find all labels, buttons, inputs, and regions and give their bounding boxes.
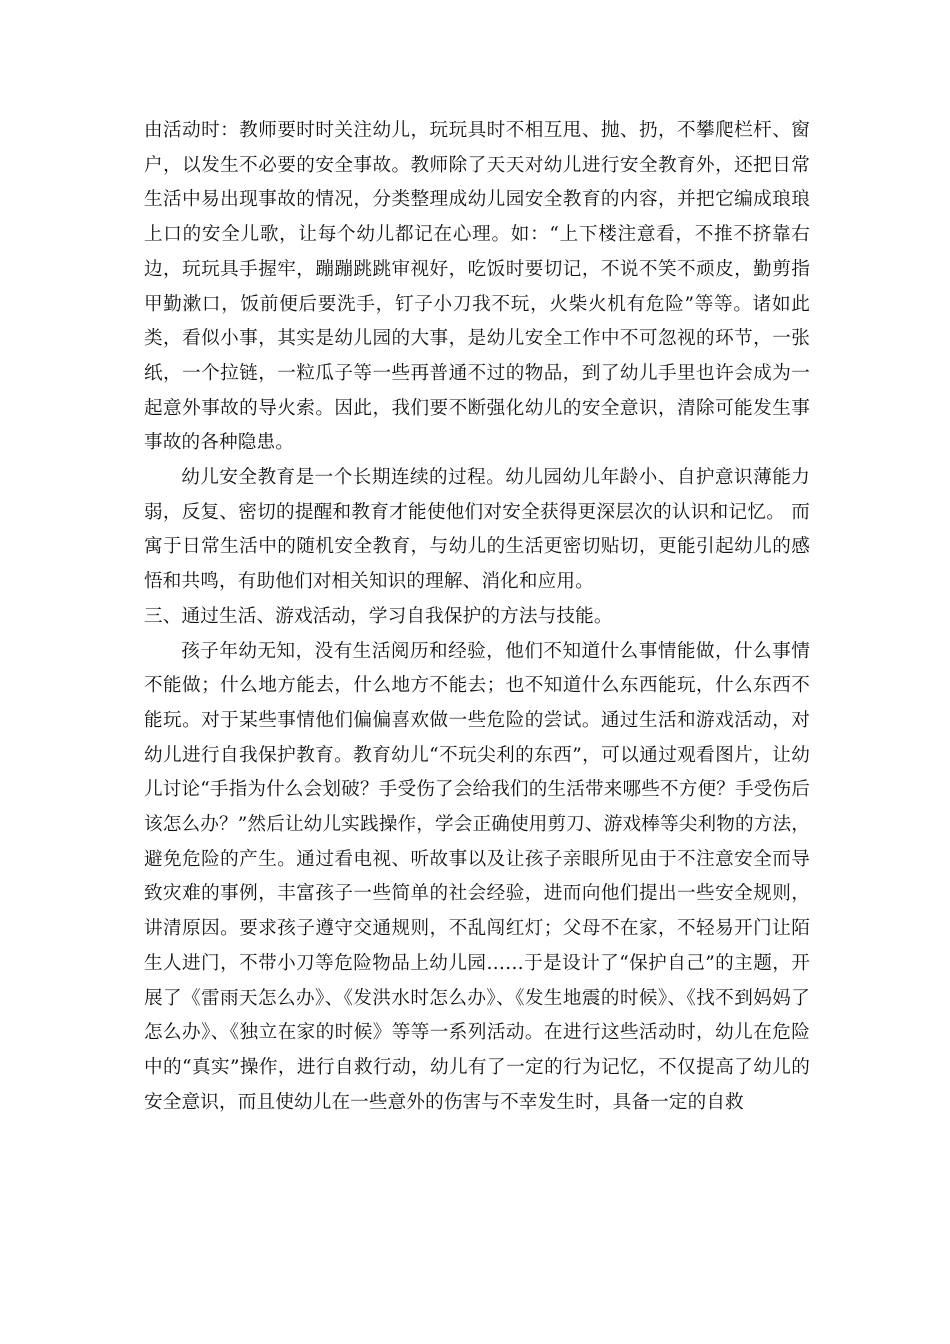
paragraph-safety-education: 幼儿安全教育是一个长期连续的过程。幼儿园幼儿年龄小、自护意识薄能力弱，反复、密切的提醒和教育才能使他们对安全获得更深层次的认识和记忆。 而寓于日常生活中的随机安全教育，与幼儿的生活更密切贴切，更能引起幼儿的感悟和共鸣，有助他们对相关知识的理解、消化和应用。 — [144, 467, 810, 593]
section-heading-three: 三、通过生活、游戏活动，学习自我保护的方法与技能。 — [144, 605, 613, 627]
paragraph-continuation: 由活动时：教师要时时关注幼儿，玩玩具时不相互甩、抛、扔，不攀爬栏杆、窗户，以发生不必要的安全事故。教师除了天天对幼儿进行安全教育外，还把日常生活中易出现事故的情况，分类整理成幼儿园安全教育的内容，并把它编成琅琅上口的安全儿歌，让每个幼儿都记在心理。如：“上下楼注意看，不推不挤靠右边，玩玩具手握牢，蹦蹦跳跳审视好，吃饭时要切记，不说不笑不顽皮，勤剪指甲勤漱口，饭前便后要洗手，钉子小刀我不玩，火柴火机有危险”等等。诸如此类，看似小事，其实是幼儿园的大事，是幼儿安全工作中不可忽视的环节，一张纸，一个拉链，一粒瓜子等一些再普通不过的物品，到了幼儿手里也许会成为一起意外事故的导火索。因此，我们要不断强化幼儿的安全意识，清除可能发生事事故的各种隐患。 — [144, 120, 810, 454]
paragraph-self-protection: 孩子年幼无知，没有生活阅历和经验，他们不知道什么事情能做，什么事情不能做；什么地方能去，什么地方不能去；也不知道什么东西能玩，什么东西不能玩。对于某些事情他们偏偏喜欢做一些危险的尝试。通过生活和游戏活动，对幼儿进行自我保护教育。教育幼儿“不玩尖利的东西”，可以通过观看图片，让幼儿讨论“手指为什么会划破？手受伤了会给我们的生活带来哪些不方便？手受伤后该怎么办？”然后让幼儿实践操作，学会正确使用剪刀、游戏棒等尖利物的方法，避免危险的产生。通过看电视、听故事以及让孩子亲眼所见由于不注意安全而导致灾难的事例，丰富孩子一些简单的社会经验，进而向他们提出一些安全规则，讲清原因。要求孩子遵守交通规则，不乱闯红灯；父母不在家，不轻易开门让陌生人进门，不带小刀等危险物品上幼儿园……于是设计了“保护自己”的主题，开展了《雷雨天怎么办》、《发洪水时怎么办》、《发生地震的时候》、《找不到妈妈了怎么办》、《独立在家的时候》等等一系列活动。在进行这些活动时，幼儿在危险中的“真实”操作，进行自救行动，幼儿有了一定的行为记忆，不仅提高了幼儿的安全意识，而且使幼儿在一些意外的伤害与不幸发生时，具备一定的自救 — [144, 640, 810, 1113]
document-body — [144, 114, 810, 1120]
